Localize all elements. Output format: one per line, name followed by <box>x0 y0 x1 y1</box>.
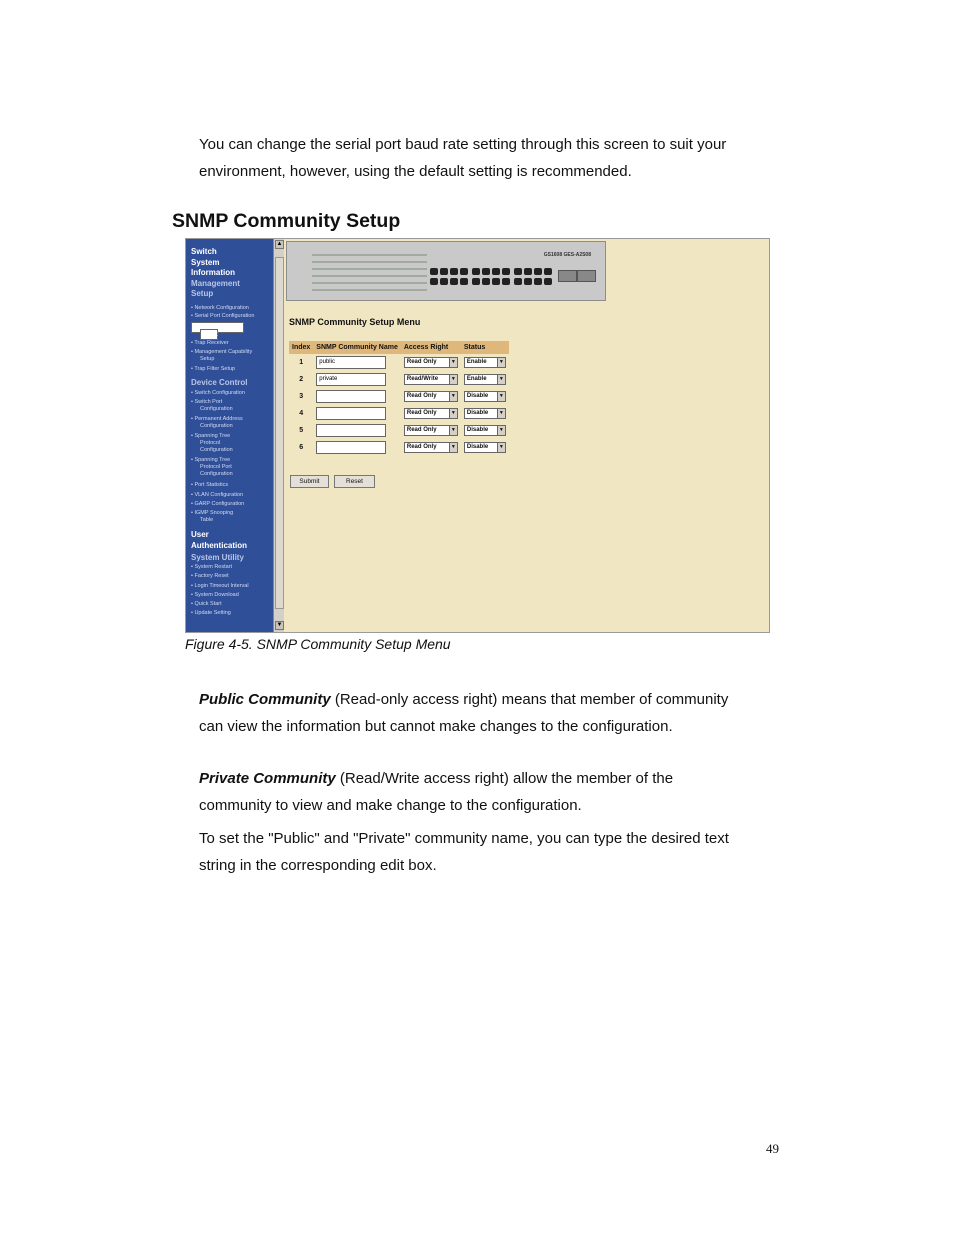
sidebar-link[interactable]: • Permanent Address <box>191 416 243 422</box>
table-row <box>289 422 509 439</box>
status-cell <box>461 354 509 371</box>
community-name-input[interactable] <box>316 424 386 437</box>
port-icon <box>534 278 542 285</box>
sfp-port-icon <box>577 270 596 282</box>
status-cell <box>461 422 509 439</box>
intro-line-1: You can change the serial port baud rate setting through this screen to suit your <box>199 136 727 153</box>
row-index: 3 <box>299 393 304 400</box>
intro-paragraph <box>199 131 789 185</box>
access-right-select[interactable] <box>404 357 458 368</box>
status-value: Disable <box>466 444 489 450</box>
community-name-cell <box>313 422 401 439</box>
community-name-input[interactable] <box>316 356 386 369</box>
sfp-port-icon <box>558 270 577 282</box>
port-icon <box>544 268 552 275</box>
status-cell <box>461 388 509 405</box>
sidebar-section: Setup <box>191 289 214 298</box>
set-line-1: To set the "Public" and "Private" community name, you can type the desired text <box>199 830 729 847</box>
access-cell <box>401 371 461 388</box>
sidebar-link[interactable]: Configuration <box>200 447 233 453</box>
sidebar-link[interactable]: Protocol <box>200 440 221 446</box>
row-index: 6 <box>299 444 304 451</box>
access-cell <box>401 439 461 456</box>
sidebar-link[interactable]: • System Restart <box>191 564 233 570</box>
chevron-down-icon[interactable]: ▼ <box>449 443 457 452</box>
access-right-select[interactable] <box>404 425 458 436</box>
snmp-screenshot <box>185 238 770 633</box>
port-icon <box>440 278 448 285</box>
sidebar-link[interactable]: • SNMP Community <box>191 322 244 333</box>
port-icon <box>430 278 438 285</box>
sidebar-link[interactable]: Setup <box>200 329 218 340</box>
scroll-down-icon[interactable]: ▼ <box>276 622 283 628</box>
chevron-down-icon[interactable]: ▼ <box>449 375 457 384</box>
sidebar-link[interactable]: • Login Timeout Interval <box>191 583 249 589</box>
access-cell <box>401 354 461 371</box>
private-community-paragraph <box>199 765 789 819</box>
status-value: Disable <box>466 427 489 433</box>
status-select[interactable] <box>464 408 506 419</box>
table-row <box>289 371 509 388</box>
table-row <box>289 439 509 456</box>
row-index: 4 <box>299 410 304 417</box>
status-select[interactable] <box>464 374 506 385</box>
private-line-2: community to view and make change to the configuration. <box>199 797 582 814</box>
community-name-cell <box>313 439 401 456</box>
sidebar-link[interactable]: • Network Configuration <box>191 305 249 311</box>
sidebar-section: System <box>191 258 220 267</box>
chevron-down-icon[interactable]: ▼ <box>497 375 505 384</box>
port-icon <box>544 278 552 285</box>
community-name-input[interactable] <box>316 407 386 420</box>
access-right-value: Read Only <box>406 427 437 433</box>
page-number: 49 <box>766 1141 779 1156</box>
led-panel <box>312 251 427 296</box>
port-icon <box>492 268 500 275</box>
status-select[interactable] <box>464 391 506 402</box>
sidebar-link[interactable]: • Switch Port <box>191 399 223 405</box>
port-icon <box>534 268 542 275</box>
access-right-select[interactable] <box>404 408 458 419</box>
sidebar-link[interactable]: Table <box>200 517 214 523</box>
access-cell <box>401 405 461 422</box>
row-index: 1 <box>299 359 304 366</box>
sidebar-section: Device Control <box>191 378 248 387</box>
col-index: Index <box>289 341 313 354</box>
port-icon <box>502 268 510 275</box>
status-cell <box>461 371 509 388</box>
section-title: SNMP Community Setup <box>172 210 401 232</box>
public-line-2: can view the information but cannot make changes to the configuration. <box>199 718 673 735</box>
access-right-select[interactable] <box>404 374 458 385</box>
sidebar-link[interactable]: Configuration <box>200 423 233 429</box>
community-name-cell <box>313 405 401 422</box>
port-icon <box>460 278 468 285</box>
community-name-cell <box>313 371 401 388</box>
port-icon <box>502 278 510 285</box>
port-icon <box>450 268 458 275</box>
sidebar-link[interactable]: • System Download <box>191 592 239 598</box>
chevron-down-icon[interactable]: ▼ <box>449 392 457 401</box>
sidebar-link[interactable]: • Trap Filter Setup <box>191 366 236 372</box>
access-right-value: Read Only <box>406 444 437 450</box>
scroll-up-icon[interactable]: ▲ <box>276 241 283 247</box>
col-name: SNMP Community Name <box>313 341 401 354</box>
access-right-value: Read Only <box>406 393 437 399</box>
intro-line-2: environment, however, using the default setting is recommended. <box>199 163 632 180</box>
access-right-value: Read Only <box>406 410 437 416</box>
public-rest: (Read-only access right) means that member of community <box>330 691 729 708</box>
private-term: Private Community <box>199 770 336 787</box>
public-term: Public Community <box>199 691 331 708</box>
sidebar-section: Authentication <box>191 541 247 550</box>
status-cell <box>461 405 509 422</box>
status-value: Disable <box>466 393 489 399</box>
port-icon <box>472 268 480 275</box>
table-header-row <box>289 341 509 354</box>
port-icon <box>482 268 490 275</box>
sidebar-section: Switch <box>191 247 217 256</box>
port-icon <box>450 278 458 285</box>
community-name-input[interactable] <box>316 373 386 386</box>
access-right-value: Read/Write <box>406 376 439 382</box>
table-row <box>289 388 509 405</box>
sidebar-link[interactable]: • GARP Configuration <box>191 501 245 507</box>
sidebar-section: Management <box>191 279 240 288</box>
status-value: Enable <box>466 376 487 382</box>
chevron-down-icon[interactable]: ▼ <box>497 443 505 452</box>
sidebar-link[interactable]: • Trap Receiver <box>191 340 229 346</box>
sidebar-link[interactable]: • Serial Port Configuration <box>191 313 255 319</box>
scroll-thumb[interactable] <box>275 257 284 609</box>
port-icon <box>472 278 480 285</box>
sidebar-link[interactable]: • VLAN Configuration <box>191 492 244 498</box>
set-name-paragraph <box>199 825 789 879</box>
col-access: Access Right <box>401 341 461 354</box>
status-select[interactable] <box>464 357 506 368</box>
chevron-down-icon[interactable]: ▼ <box>497 409 505 418</box>
port-icon <box>524 268 532 275</box>
port-icon <box>524 278 532 285</box>
row-index: 5 <box>299 427 304 434</box>
status-cell <box>461 439 509 456</box>
sidebar-link[interactable]: • Spanning Tree <box>191 433 231 439</box>
sidebar-link[interactable]: • Quick Start <box>191 601 222 607</box>
access-right-value: Read Only <box>406 359 437 365</box>
chevron-down-icon[interactable]: ▼ <box>497 358 505 367</box>
sidebar-link[interactable]: • Factory Reset <box>191 573 229 579</box>
port-icon <box>492 278 500 285</box>
menu-title: SNMP Community Setup Menu <box>289 317 421 327</box>
sidebar-section: User <box>191 530 209 539</box>
row-index: 2 <box>299 376 304 383</box>
sidebar-link[interactable]: • Management Capability <box>191 349 253 355</box>
status-select[interactable] <box>464 425 506 436</box>
sidebar-link[interactable]: • Spanning Tree <box>191 457 231 463</box>
submit-button[interactable]: Submit <box>290 475 329 488</box>
col-status: Status <box>461 341 509 354</box>
community-name-input[interactable] <box>316 390 386 403</box>
chevron-down-icon[interactable]: ▼ <box>497 392 505 401</box>
sidebar-link[interactable]: • Port Statistics <box>191 482 229 488</box>
chevron-down-icon[interactable]: ▼ <box>449 358 457 367</box>
sidebar-section: Information <box>191 268 235 277</box>
access-right-select[interactable] <box>404 442 458 453</box>
status-value: Enable <box>466 359 487 365</box>
port-icon <box>430 268 438 275</box>
sidebar-link[interactable]: Configuration <box>200 406 233 412</box>
port-icon <box>440 268 448 275</box>
community-name-input[interactable] <box>316 441 386 454</box>
port-icon <box>514 278 522 285</box>
access-cell <box>401 388 461 405</box>
table-row <box>289 405 509 422</box>
switch-front-panel <box>286 241 606 301</box>
public-community-paragraph <box>199 686 789 740</box>
port-icon <box>482 278 490 285</box>
sidebar-link[interactable]: • Update Setting <box>191 610 231 616</box>
sidebar-link[interactable]: Configuration <box>200 471 233 477</box>
chevron-down-icon[interactable]: ▼ <box>449 409 457 418</box>
chevron-down-icon[interactable]: ▼ <box>497 426 505 435</box>
sidebar-link[interactable]: • Switch Configuration <box>191 390 245 396</box>
sidebar-menu <box>186 239 273 632</box>
port-icon <box>460 268 468 275</box>
access-cell <box>401 422 461 439</box>
sidebar-link[interactable]: Setup <box>200 356 215 362</box>
community-table <box>289 341 509 456</box>
private-rest: (Read/Write access right) allow the member of the <box>335 770 674 787</box>
scrollbar[interactable] <box>273 239 284 632</box>
port-icon <box>514 268 522 275</box>
sidebar-section: System Utility <box>191 553 244 562</box>
chevron-down-icon[interactable]: ▼ <box>449 426 457 435</box>
community-name-cell <box>313 354 401 371</box>
table-row <box>289 354 509 371</box>
status-value: Disable <box>466 410 489 416</box>
status-select[interactable] <box>464 442 506 453</box>
community-name-cell <box>313 388 401 405</box>
set-line-2: string in the corresponding edit box. <box>199 857 437 874</box>
figure-caption: Figure 4-5. SNMP Community Setup Menu <box>185 636 451 652</box>
access-right-select[interactable] <box>404 391 458 402</box>
reset-button[interactable]: Reset <box>334 475 375 488</box>
sidebar-link[interactable]: Protocol Port <box>200 464 232 470</box>
device-model: GS1608 GES-A2S08 <box>543 252 591 258</box>
sidebar-link[interactable]: • IGMP Snooping <box>191 510 234 516</box>
